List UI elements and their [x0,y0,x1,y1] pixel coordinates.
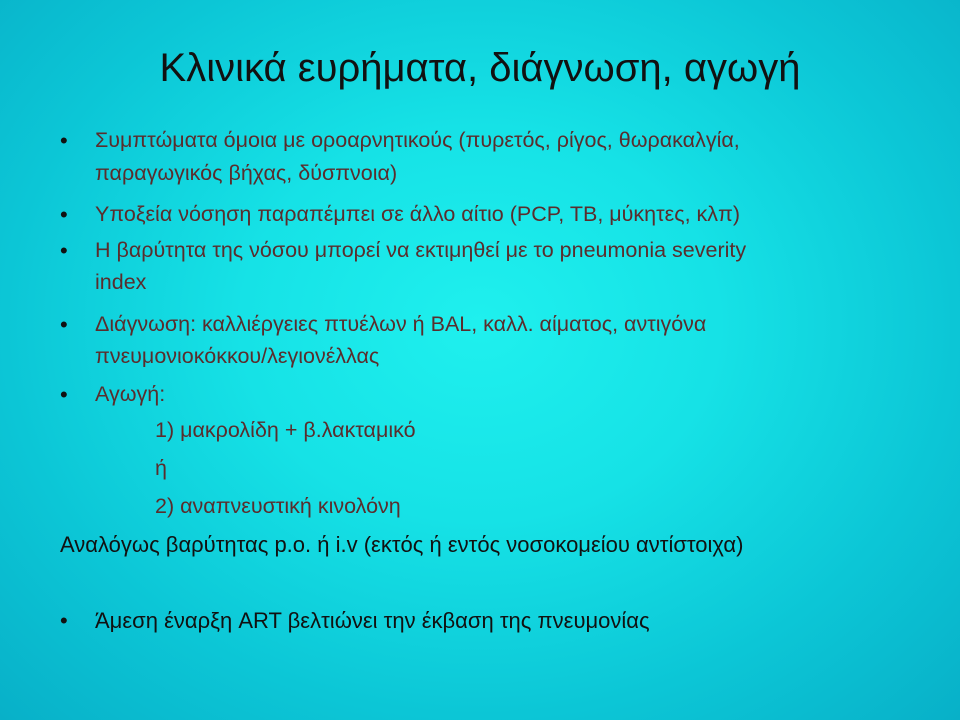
treatment-option-2: 2) αναπνευστική κινολόνη [155,494,401,518]
bullet-marker: • [60,238,68,263]
bullet-4-line-2: πνευμονιοκόκκου/λεγιονέλλας [95,344,380,368]
bullet-marker: • [60,202,68,227]
bullet-2-line-1: Υποξεία νόσηση παραπέμπει σε άλλο αίτιο (PCP, TB, μύκητες, κλπ) [95,202,741,226]
treatment-or: ή [155,456,167,480]
severity-note: Αναλόγως βαρύτητας p.o. ή i.v (εκτός ή εντός νοσοκομείου αντίστοιχα) [60,532,744,557]
final-bullet-text: Άμεση έναρξη ART βελτιώνει την έκβαση της πνευμονίας [95,608,650,633]
bullet-marker: • [60,312,68,337]
bullet-1-line-1: Συμπτώματα όμοια με οροαρνητικούς (πυρετός, ρίγος, θωρακαλγία, [95,128,740,152]
bullet-marker: • [60,608,68,633]
treatment-option-1: 1) μακρολίδη + β.λακταμικό [155,418,416,442]
slide-title: Κλινικά ευρήματα, διάγνωση, αγωγή [159,46,801,90]
bullet-3-line-2: index [95,270,147,294]
bullet-5-line-1: Αγωγή: [95,382,166,406]
bullet-1-line-2: παραγωγικός βήχας, δύσπνοια) [95,161,398,185]
bullet-4-line-1: Διάγνωση: καλλιέργειες πτυέλων ή BAL, καλλ. αίματος, αντιγόνα [95,312,707,336]
bullet-3-line-1: Η βαρύτητα της νόσου μπορεί να εκτιμηθεί με το pneumonia severity [95,238,747,262]
bullet-marker: • [60,382,68,407]
bullet-marker: • [60,128,68,153]
